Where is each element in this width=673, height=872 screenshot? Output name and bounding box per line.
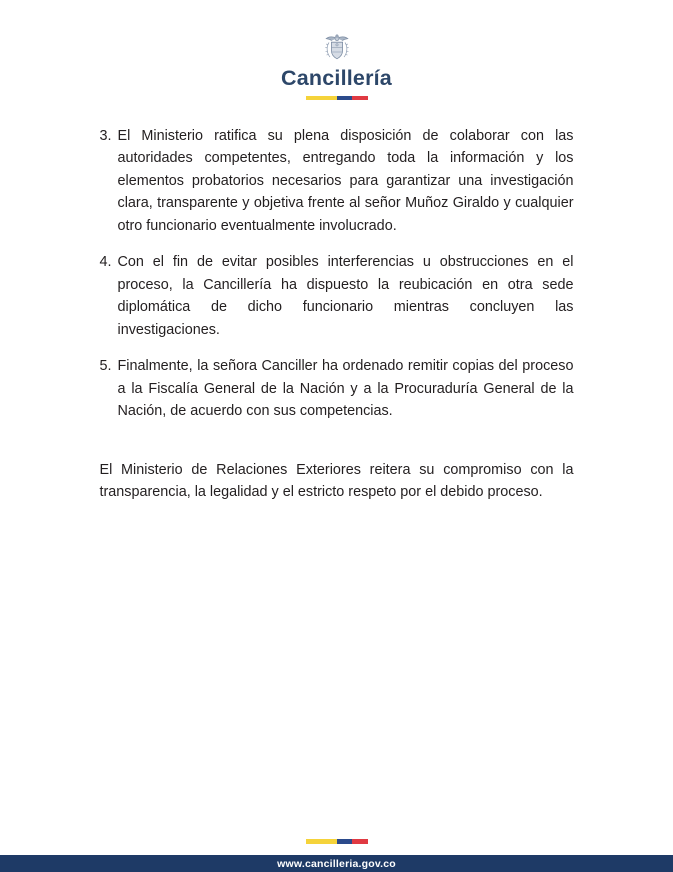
numbered-list bbox=[100, 125, 574, 423]
list-item-text: El Ministerio ratifica su plena disposición de colaborar con las autoridades competentes, entregando toda la información y los elementos probatorios necesarios para garantizar una investigación clara, transparente y objetiva frente al señor Muñoz Giraldo y cualquier otro funcionario eventualmente involucrado. bbox=[117, 127, 574, 234]
list-item bbox=[100, 251, 574, 341]
list-item-text: Con el fin de evitar posibles interferencias u obstrucciones en el proceso, la Cancillería ha dispuesto la reubicación en otra sede diplomática de dicho funcionario mientras concluyen las investigaciones. bbox=[117, 254, 574, 338]
list-item-marker: 4. bbox=[99, 254, 112, 270]
colombia-coat-of-arms-icon bbox=[320, 34, 354, 64]
document-header bbox=[0, 0, 673, 100]
cancilleria-wordmark: Cancillería bbox=[281, 66, 392, 90]
document-footer bbox=[0, 839, 673, 872]
list-item-marker: 3. bbox=[99, 127, 112, 144]
flag-stripe-red bbox=[352, 96, 368, 100]
list-item bbox=[100, 125, 574, 238]
flag-stripe-yellow bbox=[306, 96, 337, 100]
document-body bbox=[100, 100, 574, 504]
list-item-text: Finalmente, la señora Canciller ha ordenado remitir copias del proceso a la Fiscalía General de la Nación y a la Procuraduría General de la Nación, de acuerdo con sus competencias. bbox=[117, 358, 574, 419]
header-flag-bar bbox=[306, 96, 368, 100]
footer-website-url[interactable]: www.cancilleria.gov.co bbox=[277, 857, 396, 870]
flag-stripe-yellow bbox=[306, 839, 337, 844]
closing-paragraph: El Ministerio de Relaciones Exteriores reitera su compromiso con la transparencia, la legalidad y el estricto respeto por el debido proceso. bbox=[99, 461, 574, 500]
list-item-marker: 5. bbox=[99, 358, 112, 374]
flag-stripe-red bbox=[352, 839, 368, 844]
flag-stripe-blue bbox=[337, 839, 353, 844]
footer-band bbox=[0, 855, 673, 872]
flag-stripe-blue bbox=[337, 96, 353, 100]
list-item bbox=[100, 355, 574, 423]
footer-flag-bar bbox=[306, 839, 368, 844]
